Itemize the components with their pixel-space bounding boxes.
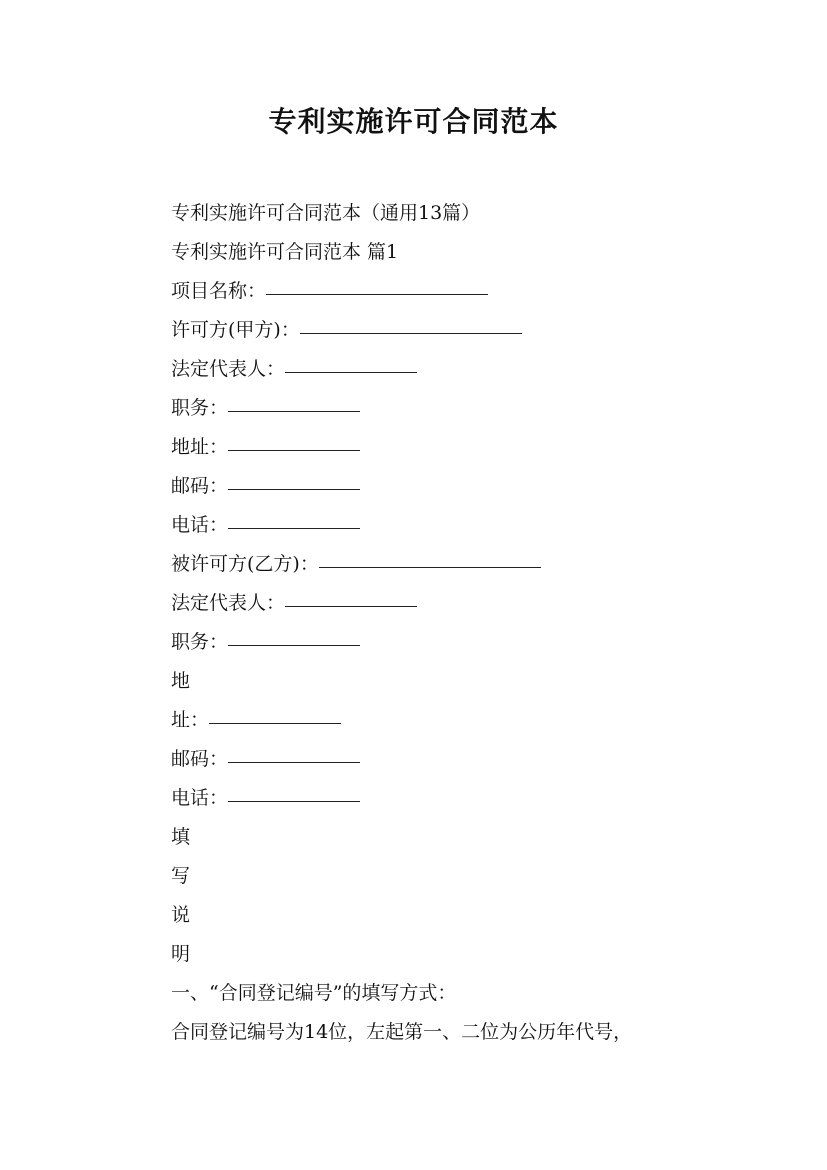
fill-in-blank [228,528,360,529]
line-text: 被许可方(乙方)： [171,553,319,575]
fill-in-blank [319,567,541,568]
line-text: 专利实施许可合同范本 篇1 [171,241,399,263]
text-line [171,740,731,779]
line-text: 址： [171,709,210,731]
text-line [171,701,731,740]
text-line [171,623,731,662]
line-text: 电话： [171,514,229,536]
line-text: 电话： [171,787,229,809]
text-line [171,545,731,584]
text-line [171,506,731,545]
line-text: 说 [171,904,191,926]
line-text: 职务： [171,631,229,653]
document-title: 专利实施许可合同范本 [268,105,559,138]
line-text: 项目名称： [171,280,267,302]
line-text: 地址： [171,436,229,458]
fill-in-blank [228,645,360,646]
document-body [171,194,731,1052]
fill-in-blank [300,333,522,334]
line-text: 法定代表人： [171,358,286,380]
fill-in-blank [285,606,417,607]
fill-in-blank [228,411,360,412]
text-line [171,974,731,1013]
text-line [171,935,731,974]
fill-in-blank [266,294,488,295]
line-text: 填 [171,826,191,848]
fill-in-blank [228,450,360,451]
line-text: 地 [171,670,191,692]
fill-in-blank [228,489,360,490]
line-text: 写 [171,865,191,887]
line-text: 职务： [171,397,229,419]
text-line [171,272,731,311]
text-line [171,194,731,233]
line-text: 许可方(甲方)： [171,319,300,341]
line-text: 合同登记编号为14位，左起第一、二位为公历年代号， [171,1021,633,1043]
line-text: 专利实施许可合同范本（通用13篇） [171,202,481,224]
text-line [171,818,731,857]
line-text: 一、“合同登记编号”的填写方式： [171,982,457,1004]
text-line [171,311,731,350]
text-line [171,1013,731,1052]
fill-in-blank [228,762,360,763]
text-line [171,779,731,818]
text-line [171,584,731,623]
fill-in-blank [285,372,417,373]
line-text: 邮码： [171,475,229,497]
line-text: 法定代表人： [171,592,286,614]
text-line [171,350,731,389]
line-text: 邮码： [171,748,229,770]
line-text: 明 [171,943,191,965]
text-line [171,896,731,935]
text-line [171,662,731,701]
fill-in-blank [228,801,360,802]
text-line [171,428,731,467]
text-line [171,857,731,896]
text-line [171,467,731,506]
fill-in-blank [209,723,341,724]
text-line [171,389,731,428]
text-line [171,233,731,272]
